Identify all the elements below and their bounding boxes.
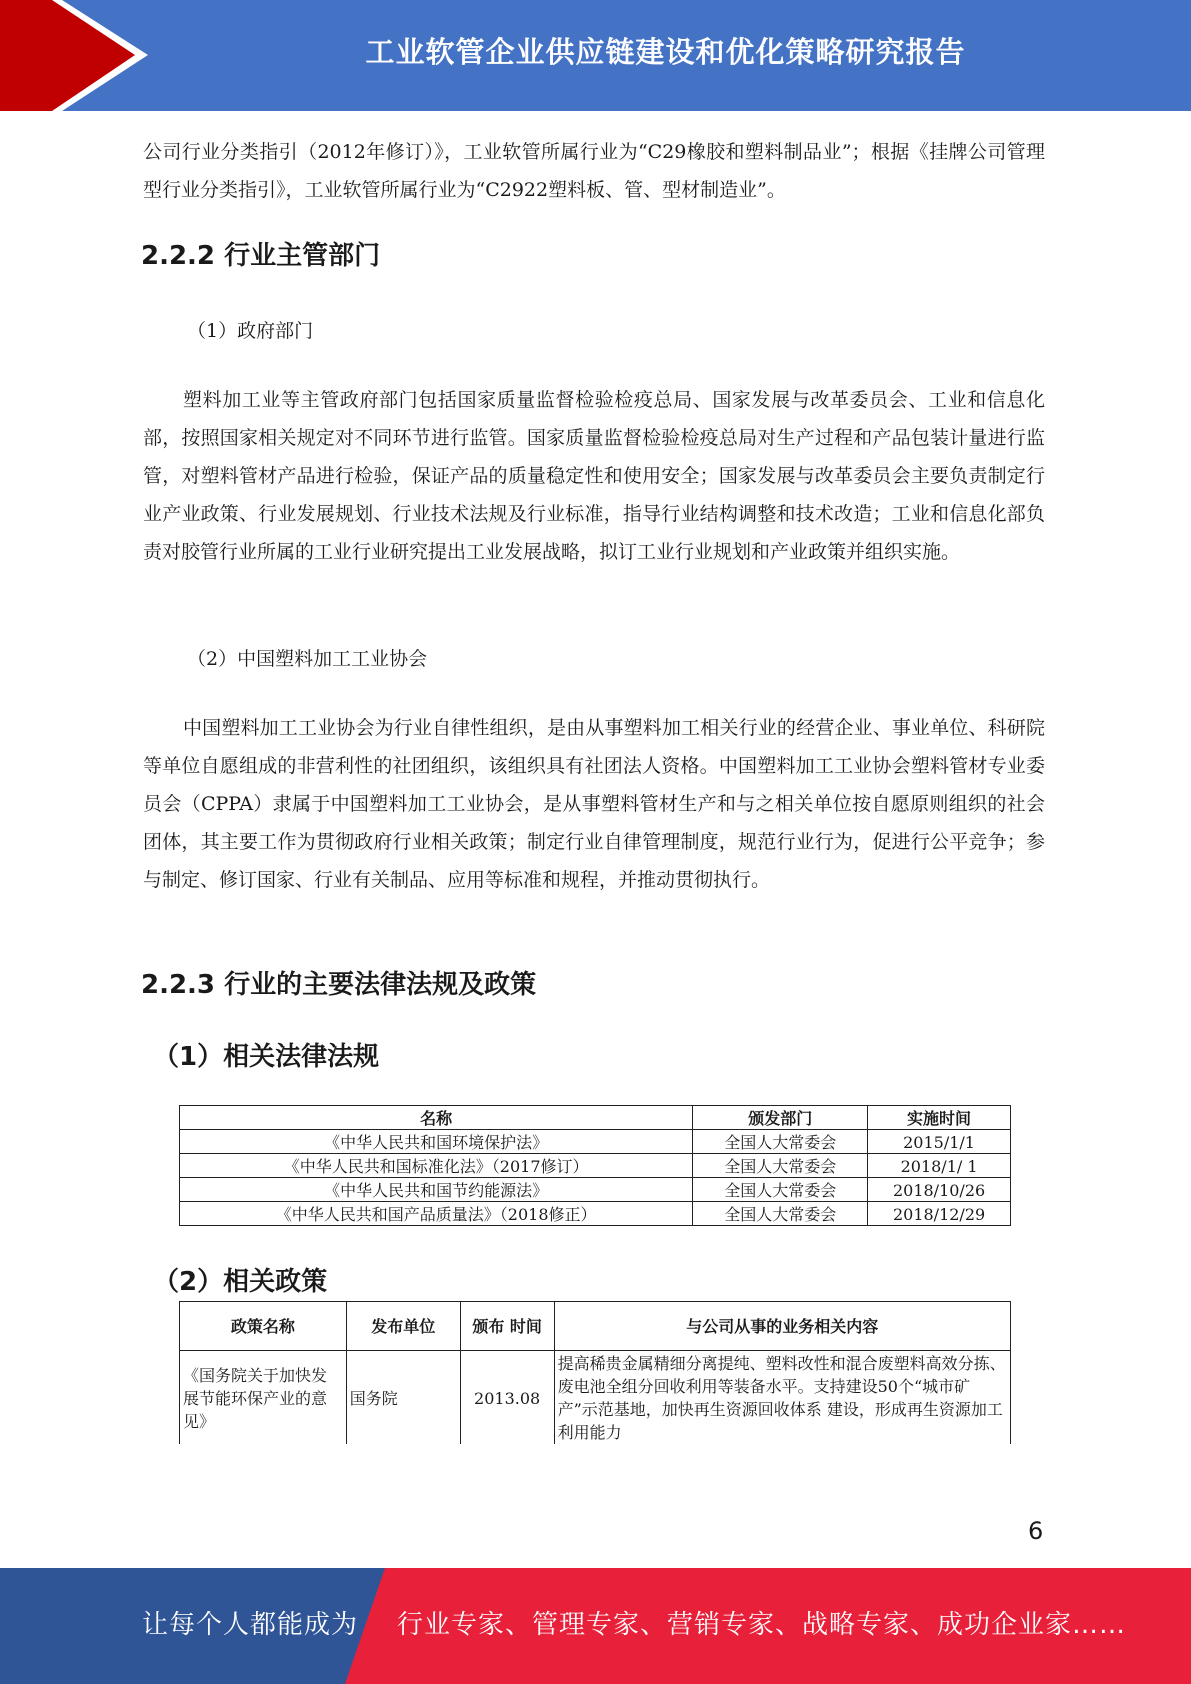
law-department: 全国人大常委会 xyxy=(693,1202,868,1226)
policy-content: 提高稀贵金属精细分离提纯、塑料改性和混合废塑料高效分拣、废电池全组分回收利用等装备水平。支持建设50个“城市矿产”示范基地，加快再生资源回收体系 建设，形成再生资源加工利用能力 xyxy=(554,1351,1010,1445)
policy-col-date: 颁布 时间 xyxy=(460,1302,554,1351)
laws-table-header-row xyxy=(180,1106,1011,1130)
footer-slogan-left: 让每个人都能成为 xyxy=(142,1610,359,1640)
policy-col-publisher: 发布单位 xyxy=(346,1302,460,1351)
section-heading-2-2-3: 2.2.3 行业的主要法律法规及政策 xyxy=(141,970,537,1000)
page-footer-band xyxy=(0,1568,1191,1684)
policy-heading: （2）相关政策 xyxy=(153,1267,328,1297)
table-row xyxy=(180,1351,1011,1445)
policy-col-content: 与公司从事的业务相关内容 xyxy=(554,1302,1010,1351)
laws-table xyxy=(179,1105,1011,1226)
laws-col-department: 颁发部门 xyxy=(693,1106,868,1130)
paragraph-association: 中国塑料加工工业协会为行业自律性组织，是由从事塑料加工相关行业的经营企业、事业单位、科研院等单位自愿组成的非营利性的社团组织，该组织具有社团法人资格。中国塑料加工工业协会塑料管材专业委员会（CPPA）隶属于中国塑料加工工业协会，是从事塑料管材生产和与之相关单位按自愿原则组织的社会团体，其主要工作为贯彻政府行业相关政策；制定行业自律管理制度，规范行业行为，促进行公平竞争；参与制定、修订国家、行业有关制品、应用等标准和规程，并推动贯彻执行。 xyxy=(143,717,1045,891)
policy-table-clip xyxy=(170,1290,1030,1444)
law-name: 《中华人民共和国产品质量法》（2018修正） xyxy=(180,1202,693,1226)
laws-heading: （1）相关法律法规 xyxy=(153,1042,380,1072)
law-department: 全国人大常委会 xyxy=(693,1154,868,1178)
law-department: 全国人大常委会 xyxy=(693,1178,868,1202)
policy-publisher: 国务院 xyxy=(346,1351,460,1445)
law-name: 《中华人民共和国节约能源法》 xyxy=(180,1178,693,1202)
table-row xyxy=(180,1154,1011,1178)
law-date: 2018/1/ 1 xyxy=(868,1154,1011,1178)
table-row xyxy=(180,1130,1011,1154)
document-title: 工业软管企业供应链建设和优化策略研究报告 xyxy=(365,35,966,69)
law-date: 2018/12/29 xyxy=(868,1202,1011,1226)
law-name: 《中华人民共和国环境保护法》 xyxy=(180,1130,693,1154)
chevron-arrow-icon xyxy=(0,0,160,111)
policy-col-name: 政策名称 xyxy=(180,1302,347,1351)
footer-slogan-right: 行业专家、管理专家、营销专家、战略专家、成功企业家…… xyxy=(397,1610,1127,1640)
page-header-band xyxy=(0,0,1191,111)
law-name: 《中华人民共和国标准化法》（2017修订） xyxy=(180,1154,693,1178)
laws-col-name: 名称 xyxy=(180,1106,693,1130)
table-row xyxy=(180,1178,1011,1202)
law-department: 全国人大常委会 xyxy=(693,1130,868,1154)
page-number: 6 xyxy=(1028,1517,1044,1545)
subheading-association: （2）中国塑料加工工业协会 xyxy=(187,648,428,670)
paragraph-government: 塑料加工业等主管政府部门包括国家质量监督检验检疫总局、国家发展与改革委员会、工业和信息化部，按照国家相关规定对不同环节进行监管。国家质量监督检验检疫总局对生产过程和产品包装计量进行监管，对塑料管材产品进行检验，保证产品的质量稳定性和使用安全；国家发展与改革委员会主要负责制定行业产业政策、行业发展规划、行业技术法规及行业标准，指导行业结构调整和技术改造；工业和信息化部负责对胶管行业所属的工业行业研究提出工业发展战略，拟订工业行业规划和产业政策并组织实施。 xyxy=(143,389,1045,563)
policy-table xyxy=(179,1301,1011,1444)
policy-date: 2013.08 xyxy=(460,1351,554,1445)
policy-table-header-row xyxy=(180,1302,1011,1351)
laws-col-date: 实施时间 xyxy=(868,1106,1011,1130)
law-date: 2018/10/26 xyxy=(868,1178,1011,1202)
intro-paragraph: 公司行业分类指引（2012年修订）》，工业软管所属行业为“C29橡胶和塑料制品业”；根据《挂牌公司管理型行业分类指引》，工业软管所属行业为“C2922塑料板、管、型材制造业”。 xyxy=(143,141,1045,201)
table-row xyxy=(180,1202,1011,1226)
section-heading-2-2-2: 2.2.2 行业主管部门 xyxy=(141,241,381,271)
law-date: 2015/1/1 xyxy=(868,1130,1011,1154)
subheading-government: （1）政府部门 xyxy=(187,320,314,342)
policy-name: 《国务院关于加快发展节能环保产业的意见》 xyxy=(180,1351,347,1445)
